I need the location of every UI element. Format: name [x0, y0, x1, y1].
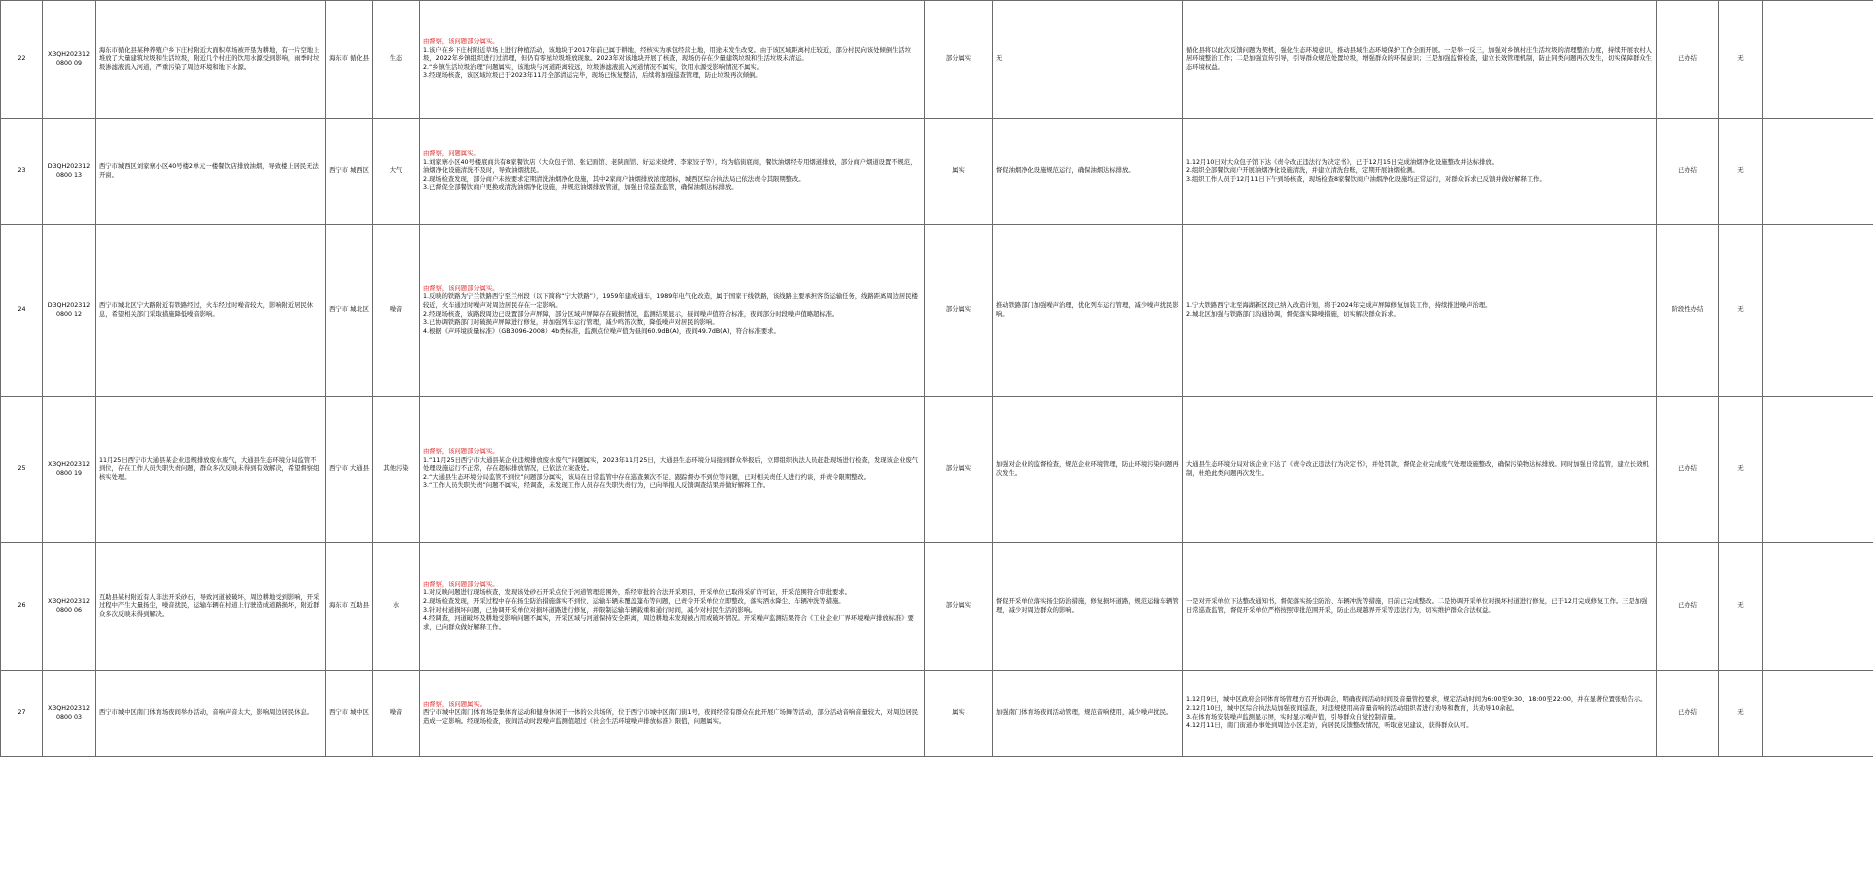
findings-paragraph: 2.“乡镇生活垃圾治理”问题属实，该地块与河道距离较远，垃圾渗滤液流入河道情况不属实，饮用水源受影响情况不属实。: [423, 63, 763, 71]
table-row: [1, 397, 1873, 543]
findings-paragraph: 3.针对村道损坏问题，已协调开采单位对损坏道路进行修复，并限制运输车辆载重和通行时间，减少对村民生活的影响。: [423, 606, 757, 614]
remark: 无: [1719, 397, 1763, 543]
case-code: D3QH2023120800 13: [43, 119, 96, 225]
findings-head: 由督察，该问题部分属实。: [423, 448, 499, 456]
findings-head: 由督察，该问题部分属实。: [423, 284, 499, 292]
verdict: 部分属实: [925, 397, 993, 543]
case-code: X3QH2023120800 19: [43, 397, 96, 543]
investigation-findings: [420, 119, 925, 225]
measures: 推动铁路部门加强噪声治理，优化列车运行管理，减少噪声扰民影响。: [993, 225, 1183, 397]
pollution-type: 噪音: [373, 671, 420, 757]
remark: 无: [1719, 543, 1763, 671]
measures: 督促油烟净化设施规范运行，确保油烟达标排放。: [993, 119, 1183, 225]
district: 西宁市 大通县: [326, 397, 373, 543]
district: 西宁市 城中区: [326, 671, 373, 757]
remark: 无: [1719, 671, 1763, 757]
findings-paragraph: 1.该户在乡下庄村附近草场上进行种植活动，该地块于2017年前已属于耕地，经核实为承包经营土地，用途未发生改变。由于该区域距离村庄较近，部分村民向该处倾倒生活垃圾，2022年乡镇组织进行过清理，但仍有零星垃圾堆放现象。2023年对该地块开展了核查，现场仍存在少量建筑垃圾和生活垃圾未清运。: [423, 46, 912, 63]
table-row: [1, 671, 1873, 757]
findings-paragraph: 3.已督促全部餐饮商户更换或清洗油烟净化设施，并规范油烟排放管道，加强日常巡查监管，确保油烟达标排放。: [423, 184, 738, 192]
findings-paragraph: 西宁市城中区南门体育场是集体育运动和健身休闲于一体的公共场所，位于西宁市城中区南门街1号，夜间经常有群众在此开展广场舞等活动，部分活动音响音量较大，对周边居民造成一定影响。经现场检查，夜间活动时段噪声监测值超过《社会生活环境噪声排放标准》限值，问题属实。: [423, 709, 919, 725]
row-number: 22: [1, 1, 43, 119]
empty-cell: [1763, 1, 1873, 119]
case-code: X3QH2023120800 03: [43, 671, 96, 757]
status: 已办结: [1657, 543, 1719, 671]
findings-head: 由督察，问题属实。: [423, 150, 480, 158]
rectification: 大通县生态环境分局对该企业下达了《责令改正违法行为决定书》，并处罚款，督促企业完成废气处理设施整改，确保污染物达标排放。同时加强日常监管，建立长效机制，杜绝此类问题再次发生。: [1183, 397, 1657, 543]
findings-paragraph: 2.现场检查发现，开采过程中存在扬尘防治措施落实不到位、运输车辆未覆盖篷布等问题，已责令开采单位立即整改，落实洒水降尘、车辆冲洗等措施。: [423, 597, 845, 605]
findings-paragraph: 2.经现场核查，该路段周边已设置部分声屏障，部分区域声屏障存在破损情况，监测结果显示，昼间噪声值符合标准，夜间部分时段噪声值略超标准。: [423, 310, 839, 318]
table-row: [1, 119, 1873, 225]
district: 海东市 循化县: [326, 1, 373, 119]
verdict: 部分属实: [925, 1, 993, 119]
table-row: [1, 543, 1873, 671]
row-number: 23: [1, 119, 43, 225]
pollution-type: 其他污染: [373, 397, 420, 543]
case-code: X3QH2023120800 09: [43, 1, 96, 119]
district: 西宁市 城西区: [326, 119, 373, 225]
rectification: 一是对开采单位下达整改通知书，督促落实扬尘防治、车辆冲洗等措施，目前已完成整改。二是协调开采单位对损坏村道进行修复，已于12月完成修复工作。三是加强日常巡查监管，督促开采单位严格按照审批范围开采，防止出现越界开采等违法行为，切实维护群众合法权益。: [1183, 543, 1657, 671]
pollution-type: 大气: [373, 119, 420, 225]
status: 已办结: [1657, 1, 1719, 119]
findings-paragraph: 1.刘家寨小区40号楼底商共有8家餐饮店（大众包子馆、张记面馆、老陕面馆、好运来烧烤、李家饺子等），均为临街底商，餐饮油烟经专用烟道排放，部分商户烟道设置不规范，油烟净化设施清洗不及时，导致油烟扰民。: [423, 158, 917, 175]
investigation-findings: [420, 671, 925, 757]
status: 已办结: [1657, 397, 1719, 543]
remark: 无: [1719, 1, 1763, 119]
findings-paragraph: 2.现场检查发现，部分商户未按要求定期清洗油烟净化设施，其中2家商户油烟排放浓度超标，城西区综合执法局已依法责令其限期整改。: [423, 175, 805, 183]
district: 海东市 互助县: [326, 543, 373, 671]
findings-paragraph: 3.“工作人员失职失责”问题不属实，经调查，未发现工作人员存在失职失责行为，已向举报人反馈调查结果并做好解释工作。: [423, 482, 770, 490]
table-row: [1, 225, 1873, 397]
empty-cell: [1763, 119, 1873, 225]
complaint-content: 西宁市城中区南门体育场夜间举办活动，音响声音太大，影响周边居民休息。: [96, 671, 326, 757]
complaint-content: 西宁市城北区宁大路附近有铁路经过，火车经过时噪音较大，影响附近居民休息，希望相关部门采取措施降低噪音影响。: [96, 225, 326, 397]
findings-paragraph: 4.经调查，河道破坏及耕地受影响问题不属实，开采区域与河道保持安全距离，周边耕地未发现被占用或破坏情况。开采噪声监测结果符合《工业企业厂界环境噪声排放标准》要求，已向群众做好解释工作。: [423, 615, 914, 631]
investigation-findings: [420, 225, 925, 397]
table-row: [1, 1, 1873, 119]
measures: 无: [993, 1, 1183, 119]
verdict: 部分属实: [925, 225, 993, 397]
measures: 加强南门体育场夜间活动管理，规范音响使用，减少噪声扰民。: [993, 671, 1183, 757]
investigation-findings: [420, 543, 925, 671]
verdict: 属实: [925, 119, 993, 225]
investigation-findings: [420, 397, 925, 543]
findings-paragraph: 3.已协调铁路部门对破损声屏障进行修复，并加强列车运行管理，减少鸣笛次数，降低噪声对居民的影响。: [423, 319, 719, 327]
empty-cell: [1763, 397, 1873, 543]
row-number: 25: [1, 397, 43, 543]
pollution-type: 生态: [373, 1, 420, 119]
findings-paragraph: 1.反映的铁路为宁兰铁路西宁至兰州段（以下简称“宁大铁路”），1959年建成通车，1989年电气化改造，属于国家干线铁路，该线路主要承担客货运输任务，线路距离周边居民楼较近，火车通过时噪声对周边居民存在一定影响。: [423, 293, 918, 309]
findings-head: 由督察，该问题部分属实。: [423, 38, 499, 46]
district: 西宁市 城北区: [326, 225, 373, 397]
findings-paragraph: 1.对反映问题进行现场核查，发现该处砂石开采点位于河道管理范围外，系经审批的合法开采项目，开采单位已取得采矿许可证，开采范围符合审批要求。: [423, 589, 851, 597]
verdict: 部分属实: [925, 543, 993, 671]
case-code: X3QH2023120800 06: [43, 543, 96, 671]
complaint-content: 西宁市城西区刘家寨小区40号楼2单元一楼餐饮店排放油烟，导致楼上居民无法开窗。: [96, 119, 326, 225]
pollution-type: 噪音: [373, 225, 420, 397]
pollution-type: 水: [373, 543, 420, 671]
remark: 无: [1719, 225, 1763, 397]
empty-cell: [1763, 543, 1873, 671]
findings-head: 由督察，该问题部分属实。: [423, 580, 499, 588]
findings-paragraph: 2.“大通县生态环境分局监管不到位”问题部分属实，该局在日常监管中存在巡查频次不足、跟踪督办不到位等问题，已对相关责任人进行约谈，并责令限期整改。: [423, 473, 871, 481]
row-number: 26: [1, 543, 43, 671]
complaint-content: 海东市循化县某种养殖户乡下庄村附近大面积草场被开垦为耕地，有一片空地上堆放了大量建筑垃圾和生活垃圾，附近几个村庄的饮用水源受到影响，雨季时垃圾渗滤液流入河道，严重污染了周边环境和地下水源。: [96, 1, 326, 119]
remark: 无: [1719, 119, 1763, 225]
status: 阶段性办结: [1657, 225, 1719, 397]
measures: 加强对企业的监督检查，规范企业环境管理，防止环境污染问题再次发生。: [993, 397, 1183, 543]
empty-cell: [1763, 225, 1873, 397]
status: 已办结: [1657, 119, 1719, 225]
findings-head: 由督察，该问题属实。: [423, 700, 486, 708]
row-number: 24: [1, 225, 43, 397]
findings-paragraph: 1.“11月25日西宁市大通县某企业违规排放废水废气”问题属实，2023年11月25日，大通县生态环境分局接到群众举报后，立即组织执法人员赶赴现场进行检查，发现该企业废气处理设施运行不正常，存在超标排放情况，已依法立案查处。: [423, 456, 919, 473]
rectification: 1.12月10日对大众包子馆下达《责令改正违法行为决定书》，已于12月15日完成油烟净化设施整改并达标排放。 2.组织全部餐饮商户开展油烟净化设施清洗，并建立清洗台账，定期开展油烟检测。 3.组织工作人员于12月11日下午到场核查，现场检查8家餐饮商户油烟净化设施均正常运行，对群众诉求已反馈并做好解释工作。: [1183, 119, 1657, 225]
findings-paragraph: 4.根据《声环境质量标准》（GB3096-2008）4b类标准，监测点位噪声值为昼间60.9dB(A)，夜间49.7dB(A)，符合标准要求。: [423, 327, 780, 335]
case-code: D3QH2023120800 12: [43, 225, 96, 397]
empty-cell: [1763, 671, 1873, 757]
findings-paragraph: 3.经现场核查，该区域垃圾已于2023年11月全部清运完毕，现场已恢复整洁，后续将加强巡查管理，防止垃圾再次倾倒。: [423, 72, 762, 80]
rectification: 1.12月9日，城中区政府会同体育场管理方召开协调会，明确夜间活动时间及音量管控要求，规定活动时间为6:00至9:30、18:00至22:00，并在显著位置张贴告示。 2.12月10日，城中区综合执法局加强夜间巡查，对违规使用高音量音响的活动组织者进行劝导和教育，共劝导10余起。 3.在体育场安装噪声监测显示屏，实时显示噪声值，引导群众自觉控制音量。 4.12月11日，南门街道办事处到周边小区走访，向居民反馈整改情况，听取意见建议，获得群众认可。: [1183, 671, 1657, 757]
investigation-findings: [420, 1, 925, 119]
complaint-content: 互助县某村附近有人非法开采砂石，导致河道被破坏，周边耕地受到影响，开采过程中产生大量扬尘，噪音扰民，运输车辆在村道上行驶造成道路损坏，附近群众多次反映未得到解决。: [96, 543, 326, 671]
row-number: 27: [1, 671, 43, 757]
measures: 督促开采单位落实扬尘防治措施，修复损坏道路，规范运输车辆管理，减少对周边群众的影响。: [993, 543, 1183, 671]
verdict: 属实: [925, 671, 993, 757]
complaint-content: 11月25日西宁市大通县某企业违规排放废水废气，大通县生态环境分局监管不到位，存在工作人员失职失责问题，群众多次反映未得到有效解决，希望督察组核实处理。: [96, 397, 326, 543]
status: 已办结: [1657, 671, 1719, 757]
rectification: 循化县将以此次反馈问题为契机，强化生态环境意识，推动县域生态环境保护工作全面开展。一是举一反三，加强对乡镇村庄生活垃圾的清理整治力度，持续开展农村人居环境整治工作；二是加强宣传引导，引导群众规范处置垃圾，增强群众的环保意识；三是加强监督检查，建立长效管理机制，防止同类问题再次发生，切实保障群众生态环境权益。: [1183, 1, 1657, 119]
rectification: 1.宁大铁路西宁北至海湖新区段已纳入改造计划，将于2024年完成声屏障修复加装工作，持续推进噪声治理。 2.城北区加强与铁路部门沟通协调，督促落实降噪措施，切实解决群众诉求。: [1183, 225, 1657, 397]
